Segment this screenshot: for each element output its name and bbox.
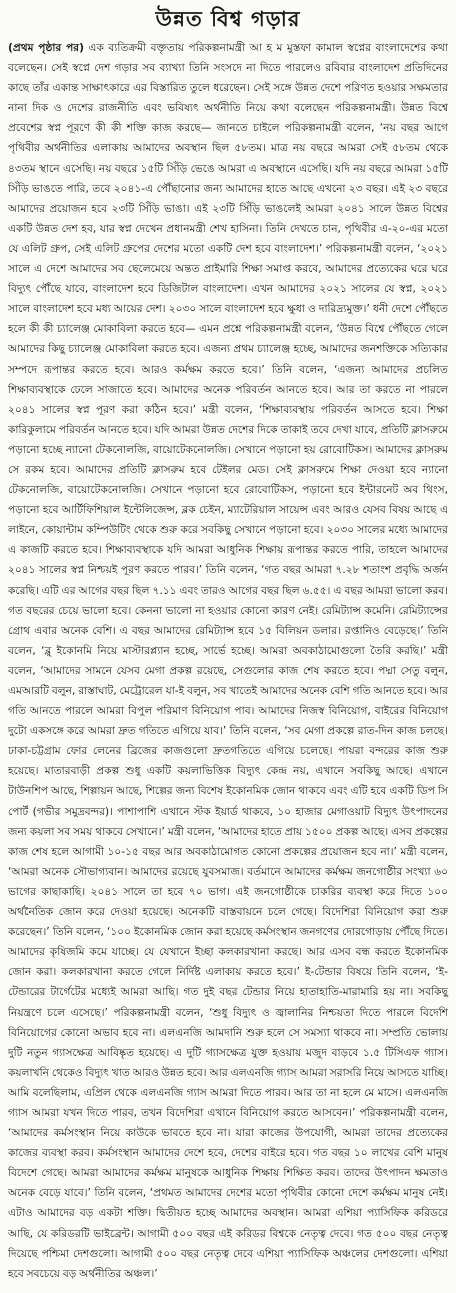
- article-body-text: এক ব্যতিক্রমী বক্তৃতায় পরিকল্পনামন্ত্রী আ হ ম মুস্তফা কামাল স্বপ্নের বাংলাদেশের কথা বলেছেন। সেই স্বপ্নে দেশ গড়ার সব ব্যাখ্যা তিনি সংসদে না দিতে পারলেও রবিবার বাংলাদেশ প্রতিদিনের কাছে তাঁর একান্ত সাক্ষাৎকারে এর বিস্তারিত তুলে ধরেছেন। সেই সঙ্গে উন্নত দেশে পরিণত হওয়ার সক্ষমতার নানা দিক ও দেশের রাজনীতি এবং ভবিষ্যৎ অর্থনীতি নিয়ে কথা বলেছেন পরিকল্পনামন্ত্রী। উন্নত বিশ্বে প্রবেশের স্বপ্ন পূরণে কী কী শক্তি কাজ করছে— জানতে চাইলে পরিকল্পনামন্ত্রী বলেন, ‘নয় বছর আগে পৃথিবীর অর্থনীতির এলাকায় আমাদের অবস্থান ছিল ৫৮তম। মাত্র নয় বছরে আমরা সেই ৫৮তম থেকে ৪৩তম স্থানে এসেছি। নয় বছরে ১৫টি সিঁড়ি ভেঙে আমরা এ অবস্থানে এসেছি। যদি নয় বছরে আমরা ১৫টি সিঁড়ি ভাঙতে পারি, তবে ২০৪১-এ পৌঁছানোর জন্য আমাদের হাতে আছে এখনো ২৩ বছর। এই ২৩ বছরে আমাদের প্রয়োজন হবে ২৩টি সিঁড়ি ভাঙা। এই ২৩টি সিঁড়ি ভাঙলেই আমরা ২০৪১ সালে উন্নত বিশ্বের একটি উন্নত দেশ হব, যার স্বপ্ন দেখেন প্রধানমন্ত্রী শেখ হাসিনা। তিনি দেখতে চান, পৃথিবীর এ-২০-এর মতো যে এলিট গ্রুপ, সেই এলিট গ্রুপের দেশের মতো একটি দেশ হবে বাংলাদেশ।’ পরিকল্পনামন্ত্রী বলেন, ‘২০২১ সালে এ দেশে আমাদের সব ছেলেমেয়ে অন্তত প্রাইমারি শিক্ষা সমাপ্ত করবে, আমাদের প্রত্যেকের ঘরে ঘরে বিদ্যুৎ পৌঁছে যাবে, বাংলাদেশ হবে ডিজিটাল বাংলাদেশ। এখন আমাদের ২০২১ সালের যে স্বপ্ন, ২০২১ সালে বাংলাদেশ হবে মধ্য আয়ের দেশ। ২০৩০ সালে বাংলাদেশ হবে ক্ষুধা ও দারিদ্র্যমুক্ত।’ ধনী দেশে পৌঁছতে হলে কী কী চ্যালেঞ্জ মোকাবিলা করতে হবে— এমন প্রশ্নে পরিকল্পনামন্ত্রী বলেন, ‘উন্নত বিশ্বে পৌঁছতে গেলে আমাদের কিছু চ্যালেঞ্জ মোকাবিলা করতে হবে। এজন্য প্রথম চ্যালেঞ্জ হচ্ছে, আমাদের জনশক্তিকে সত্যিকার সম্পদে রূপান্তর করতে হবে। আরও কর্মক্ষম করতে হবে।’ তিনি বলেন, ‘এজন্য আমাদের প্রচলিত শিক্ষাব্যবস্থাকে ঢেলে সাজাতে হবে। আমাদের অনেক পরিবর্তন আনতে হবে। আর তা করতে না পারলে ২০৪১ সালের স্বপ্ন পূরণ করা কঠিন হবে।’ মন্ত্রী বলেন, ‘শিক্ষাব্যবস্থায় পরিবর্তন আসতে হবে। শিক্ষা কারিকুলামে পরিবর্তন আনতে হবে। যদি আমরা উন্নত দেশের দিকে তাকাই তবে দেখা যাবে, প্রতিটি ক্লাসরুমে পড়ানো হচ্ছে ন্যানো টেকনোলজি, বায়োটেকনোলজি। সেখানে পড়ানো হয় রোবোটিকস। আমাদের ক্লাসরুম সে রকম হবে। আমাদের প্রতিটি ক্লাসরুম হবে টেইলর মেড। সেই ক্লাসরুমে শিক্ষা দেওয়া হবে ন্যানো টেকনোলজি, বায়োটেকনোলজি। সেখানে পড়ানো হবে রোবোটিকস, পড়ানো হবে ইন্টারনেট অব থিংস, পড়ানো হবে আর্টিফিশিয়াল ইন্টেলিজেন্স, ব্লক চেইন, ম্যাটেরিয়াল সায়েন্স এবং আরও যেসব বিষয় আছে এ লাইনে, কোয়ান্টাম কম্পিউটিং থেকে শুরু করে সবকিছু সেখানে পড়ানো হবে। ২০৩০ সালের মধ্যে আমাদের এ কাজটি করতে হবে। শিক্ষাব্যবস্থাকে যদি আমরা আধুনিক শিক্ষায় রূপান্তর করতে পারি, তাহলে আমাদের ২০৪১ সালের স্বপ্ন নিশ্চয়ই পূরণ করতে পারব।’ তিনি বলেন, ‘গত বছর আমরা ৭.২৮ শতাংশ প্রবৃদ্ধি অর্জন করেছি। এটি এর আগের বছর ছিল ৭.১১ এবং তারও আগের বছর ছিল ৬.৫৫। এ বছর আমরা ভালো করব। গত বছরের চেয়ে ভালো হবে। কেননা ভালো না হওয়ার কোনো কারণ নেই। রেমিট্যান্স কমেনি। রেমিট্যান্সের গ্রোথ এবার অনেক বেশি। এ বছর আমাদের রেমিট্যান্স হবে ১৫ বিলিয়ন ডলার। রপ্তানিও বেড়েছে।’ তিনি বলেন, ‘ব্লু ইকোনমি নিয়ে মাস্টারপ্ল্যান হচ্ছে, সার্ভে হচ্ছে। আমরা অবকাঠামোগুলো তৈরি করছি।’ মন্ত্রী বলেন, ‘আমাদের সামনে যেসব মেগা প্রকল্প রয়েছে, সেগুলোর কাজ শেষ করতে হবে। পদ্মা সেতু বলুন, এমআরটি বলুন, রাস্তাঘাট, মেট্রোরেল যা-ই বলুন, সব খাতেই আমাদের অনেক বেশি গতি আনতে হবে। আর গতি আনতে পারলে আমরা বিপুল পরিমাণ বিনিয়োগ পাব। আমাদের নিজস্ব বিনিয়োগ, বাইরের বিনিয়োগ দুটো একসঙ্গে করে আমরা দ্রুত গতিতে এগিয়ে যাব।’ তিনি বলেন, ‘সব মেগা প্রকল্পে রাত-দিন কাজ চলছে। ঢাকা-চট্টগ্রাম ফোর লেনের ব্রিজের কাজগুলো দ্রুতগতিতে এগিয়ে চলেছে। পায়রা বন্দরের কাজ শুরু হয়েছে। মাতারবাড়ী প্রকল্প শুধু একটি কয়লাভিত্তিক বিদ্যুৎ কেন্দ্র নয়, এখানে সবকিছু আছে। এখানে টাউনশিপ আছে, শিল্পায়ন আছে, শিল্পের জন্য বিশেষ ইকোনমিক জোন থাকবে এবং এটি হবে একটি ডিপ সি পোর্ট (গভীর সমুদ্রবন্দর)। পাশাপাশি এখানে স্টক ইয়ার্ড থাকবে, ১০ হাজার মেগাওয়াট বিদ্যুৎ উৎপাদনের জন্য কয়লা সব সময় থাকবে সেখানে।’ মন্ত্রী বলেন, ‘আমাদের হাতে প্রায় ১৫০০ প্রকল্প আছে। এসব প্রকল্পের কাজ শেষ হলে আগামী ১০-১৫ বছর আর অবকাঠামোগত কোনো প্রকল্পের প্রয়োজন হবে না।’ মন্ত্রী বলেন, ‘আমরা অনেক সৌভাগ্যবান। আমাদের রয়েছে যুবসমাজ। বর্তমানে আমাদের কর্মক্ষম জনগোষ্ঠীর সংখ্যা ৬০ ভাগের কাছাকাছি। ২০৪১ সালে তা হবে ৭০ ভাগ। এই জনগোষ্ঠীকে চাকরির ব্যবস্থা করে দিতে ১০০ অর্থনৈতিক জোন করে দেওয়া হয়েছে। অনেকটি বাস্তবায়নে চলে গেছে। বিদেশিরা বিনিয়োগ করা শুরু করেছেন।’ তিনি বলেন, ‘১০০ ইকোনমিক জোন করা হয়েছে কর্মসংস্থান জনগণের দোরগোড়ায় পৌঁছে দিতে। আমাদের কৃষিজমি কমে যাচ্ছে। যে যেখানে ইচ্ছা কলকারখানা করছে। আর এসব বন্ধ করতে ইকোনমিক জোন করা। কলকারখানা করতে গেলে নির্দিষ্ট এলাকায় করতে হবে।’ ই-টেন্ডার বিষয়ে তিনি বলেন, ‘ই-টেন্ডারের টার্গেটের মধ্যেই আমরা আছি। গত দুই বছর টেন্ডার নিয়ে হাতাহাতি-মারামারি হয় না। সবকিছু নিয়ন্ত্রণে চলে এসেছে।’ পরিকল্পনামন্ত্রী বলেন, ‘শুধু বিদ্যুৎ ও জ্বালানির নিশ্চয়তা দিতে পারলে বিদেশি বিনিয়োগের কোনো অভাব হবে না। এলএনজি আমদানি শুরু হলে সে সমস্যা থাকবে না। সম্প্রতি ভোলায় দুটি নতুন গ্যাসক্ষেত্র আবিষ্কৃত হয়েছে। এ দুটি গ্যাসক্ষেত্র যুক্ত হওয়ায় মজুদ বাড়বে ১.৫ টিসিএফ গ্যাস। কয়লাখনি থেকেও বিদ্যুৎ খাত আরও উন্নত হবে। আর এলএনজি গ্যাস আমরা সরাসরি নিয়ে আসতে যাচ্ছি। আমি বলেছিলাম, এপ্রিল থেকে এলএনজি গ্যাস আমরা দিতে পারব। আর তা না হলে মে মাসে। এলএনজি গ্যাস আমরা যখন দিতে পারব, তখন বিদেশিরা এখানে বিনিয়োগ করতে আসবেন।’ পরিকল্পনামন্ত্রী বলেন, ‘আমাদের কর্মসংস্থান নিয়ে কাউকে ভাবতে হবে না। যারা কাজের উপযোগী, আমরা তাদের প্রত্যেকের কাজের ব্যবস্থা করব। কর্মসংস্থান আমাদের দেশে হবে, দেশের বাইরে হবে। গত বছর ১০ লাখের বেশি মানুষ বিদেশে গেছে। আমরা আমাদের কর্মক্ষম মানুষকে আধুনিক শিক্ষায় শিক্ষিত করব। তাদের উৎপাদন ক্ষমতাও অনেক বেড়ে যাবে।’ তিনি বলেন, ‘প্রথমত আমাদের দেশের মতো পৃথিবীর কোনো দেশে কর্মক্ষম মানুষ নেই। এটাও আমাদের বড় একটা শক্তি। দ্বিতীয়ত হচ্ছে আমাদের অবস্থান। আমরা এশিয়া প্যাসিফিক করিডরে আছি, যে করিডরটি ভাইব্রেন্ট। আগামী ৫০০ বছর এই করিডর বিশ্বকে নেতৃত্ব দেবে। গত ৫০০ বছর নেতৃত্ব দিয়েছে পশ্চিমা দেশগুলো। আগামী ৫০০ বছর নেতৃত্ব দেবে এশিয়া প্যাসিফিক অঞ্চলের দেশগুলো। এশিয়া হবে সবচেয়ে বড় অর্থনীতির অঞ্চল।’: [8, 42, 448, 1280]
- article-headline: উন্নত বিশ্ব গড়ার: [155, 6, 301, 31]
- article-body: [8, 38, 448, 1284]
- continued-from-front-page-tag: (প্রথম পৃষ্ঠার পর): [8, 42, 84, 54]
